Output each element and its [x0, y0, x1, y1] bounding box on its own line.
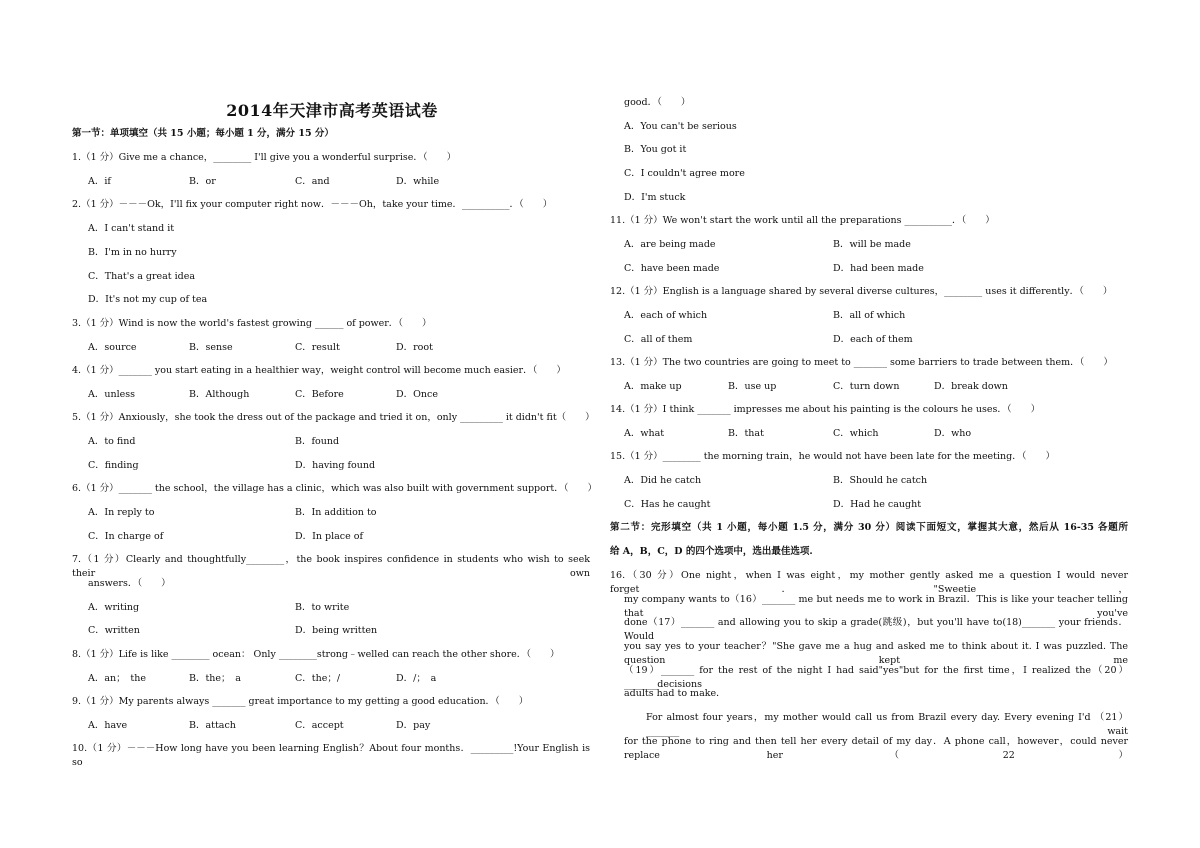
q6-option-b: B．In addition to [295, 507, 377, 518]
question-12: 12.（1 分）English is a language shared by several diverse cultures，________ uses it differently．（ ） [610, 286, 1113, 297]
question-7: 7.（1 分）Clearly and thoughtfully________，the book inspires confidence in students who wish to seek their own [72, 554, 590, 579]
q9-option-d: D．pay [396, 720, 431, 731]
passage-line: my company wants to（16）_______ me but needs me to work in Brazil．This is like your teacher telling that you've [624, 594, 1128, 619]
q3-option-a: A．source [88, 342, 137, 353]
passage-line: for the phone to ring and then tell her every detail of my day．A phone call，however，could never replace her （22） [624, 736, 1128, 761]
q12-option-b: B．all of which [833, 310, 906, 321]
q14-option-c: C．which [833, 428, 879, 439]
q4-option-c: C．Before [295, 389, 344, 400]
q10-option-c: C．I couldn't agree more [624, 168, 745, 179]
q13-option-a: A．make up [624, 381, 682, 392]
passage-line: you say yes to your teacher？"She gave me a hug and asked me to think about it. I was puzzled. The question kept me [624, 641, 1128, 666]
passage-line: For almost four years，my mother would call us from Brazil every day. Every evening I'd （21）_______ wait [646, 712, 1128, 737]
q10-option-b: B．You got it [624, 144, 687, 155]
q14-option-d: D．who [934, 428, 972, 439]
q3-option-b: B．sense [189, 342, 233, 353]
q5-option-c: C．finding [88, 460, 139, 471]
q7-option-a: A．writing [88, 602, 140, 613]
question-6: 6.（1 分）_______ the school，the village has a clinic，which was also built with government support．（ ） [72, 483, 597, 494]
q3-option-c: C．result [295, 342, 340, 353]
q11-option-a: A．are being made [624, 239, 716, 250]
q11-option-b: B．will be made [833, 239, 911, 250]
q14-option-b: B．that [728, 428, 764, 439]
q1-option-d: D．while [396, 176, 440, 187]
q4-option-a: A．unless [88, 389, 136, 400]
q12-option-d: D．each of them [833, 334, 913, 345]
q11-option-c: C．have been made [624, 263, 720, 274]
section2-heading-continued: 给 A，B，C，D 的四个选项中，选出最佳选项. [610, 546, 813, 557]
question-15: 15.（1 分）________ the morning train，he would not have been late for the meeting．（ ） [610, 451, 1055, 462]
q7-option-d: D．being written [295, 625, 378, 636]
q10-option-a: A．You can't be serious [624, 121, 737, 132]
q9-option-c: C．accept [295, 720, 344, 731]
q7-option-c: C．written [88, 625, 140, 636]
q6-option-c: C．In charge of [88, 531, 164, 542]
passage-line: done（17）_______ and allowing you to skip a grade(跳级)，but you'll have to(18)_______ your friends．Would [624, 617, 1128, 642]
question-11: 11.（1 分）We won't start the work until all the preparations __________．（ ） [610, 215, 995, 226]
q15-option-c: C．Has he caught [624, 499, 711, 510]
page-title: 2014年天津市高考英语试卷 [226, 101, 438, 120]
q9-option-b: B．attach [189, 720, 236, 731]
question-4: 4.（1 分）_______ you start eating in a healthier way，weight control will become much easier．（ ） [72, 365, 566, 376]
question-3: 3.（1 分）Wind is now the world's fastest growing ______ of power．（ ） [72, 318, 432, 329]
question-13: 13.（1 分）The two countries are going to meet to _______ some barriers to trade between them．（ ） [610, 357, 1113, 368]
q8-option-a: A．an； the [88, 673, 146, 684]
passage-line: （19）_______ for the rest of the night I had said"yes"but for the first time，I realized the（20）_______decisions [624, 665, 1128, 690]
q13-option-b: B．use up [728, 381, 777, 392]
q8-option-b: B．the； a [189, 673, 241, 684]
question-5: 5.（1 分）Anxiously，she took the dress out of the package and tried it on，only _________ it didn't fit（ ） [72, 412, 595, 423]
q5-option-b: B．found [295, 436, 340, 447]
q1-option-b: B．or [189, 176, 216, 187]
q9-option-a: A．have [88, 720, 128, 731]
q8-option-d: D．/； a [396, 673, 437, 684]
q15-option-a: A．Did he catch [624, 475, 702, 486]
question-10: 10.（1 分）－－－How long have you been learning English？About four months．_________!Your English is so [72, 743, 590, 768]
q12-option-a: A．each of which [624, 310, 708, 321]
q7-option-b: B．to write [295, 602, 350, 613]
question-9: 9.（1 分）My parents always _______ great importance to my getting a good education．（ ） [72, 696, 529, 707]
q12-option-c: C．all of them [624, 334, 693, 345]
q1-option-c: C．and [295, 176, 330, 187]
q4-option-b: B．Although [189, 389, 250, 400]
q6-option-a: A．In reply to [88, 507, 155, 518]
q14-option-a: A．what [624, 428, 665, 439]
q13-option-c: C．turn down [833, 381, 900, 392]
q2-option-d: D．It's not my cup of tea [88, 294, 208, 305]
section1-heading: 第一节：单项填空（共 15 小题；每小题 1 分，满分 15 分） [72, 128, 334, 139]
q15-option-b: B．Should he catch [833, 475, 928, 486]
q8-option-c: C．the；/ [295, 673, 341, 684]
passage-line: adults had to make． [624, 688, 726, 699]
q1-option-a: A．if [88, 176, 111, 187]
q5-option-d: D．having found [295, 460, 376, 471]
q2-option-b: B．I'm in no hurry [88, 247, 177, 258]
question-8: 8.（1 分）Life is like ________ ocean： Only ________strong﹣welled can reach the other shore．（ ） [72, 649, 560, 660]
question-2: 2.（1 分）－－－Ok，I'll fix your computer right now．－－－Oh，take your time．__________．（ ） [72, 199, 553, 210]
passage-line: 16.（30 分）One night，when I was eight，my mother gently asked me a question I would never forget．"Sweetie， [610, 570, 1128, 595]
q13-option-d: D．break down [934, 381, 1008, 392]
q11-option-d: D．had been made [833, 263, 924, 274]
question-7-continued: answers．（ ） [88, 578, 171, 589]
q2-option-a: A．I can't stand it [88, 223, 175, 234]
q5-option-a: A．to find [88, 436, 136, 447]
q3-option-d: D．root [396, 342, 433, 353]
q2-option-c: C．That's a great idea [88, 271, 196, 282]
question-14: 14.（1 分）I think _______ impresses me about his painting is the colours he uses．（ ） [610, 404, 1041, 415]
section2-heading: 第二节：完形填空（共 1 小题，每小题 1.5 分，满分 30 分）阅读下面短文，掌握其大意，然后从 16-35 各题所 [610, 522, 1128, 533]
q6-option-d: D．In place of [295, 531, 363, 542]
question-10-continued: good．（ ） [624, 97, 691, 108]
q10-option-d: D．I'm stuck [624, 192, 686, 203]
q15-option-d: D．Had he caught [833, 499, 922, 510]
question-1: 1.（1 分）Give me a chance，________ I'll give you a wonderful surprise．（ ） [72, 152, 457, 163]
q4-option-d: D．Once [396, 389, 438, 400]
